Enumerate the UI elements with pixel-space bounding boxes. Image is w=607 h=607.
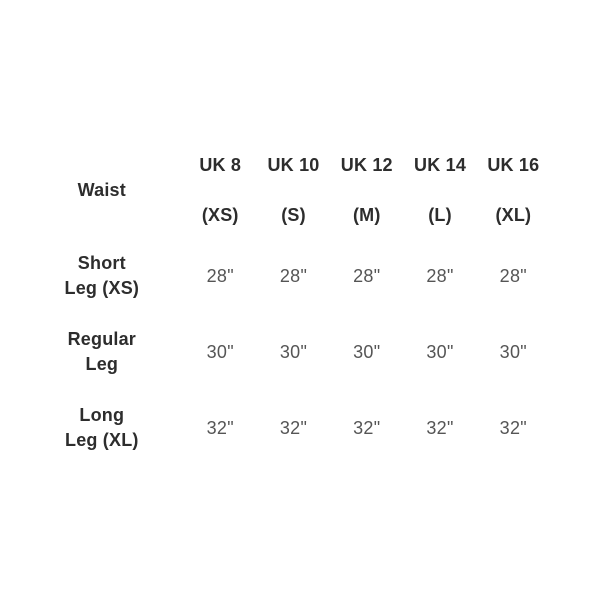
- row-label-line: Regular: [67, 329, 137, 349]
- column-size-label: UK 16: [487, 155, 540, 175]
- column-header-uk16: [477, 143, 550, 238]
- column-alpha-label: (XL): [495, 205, 532, 225]
- measurement-value: 32": [353, 417, 381, 438]
- column-size-label: UK 8: [199, 155, 242, 175]
- row-label-line: Leg: [85, 354, 119, 374]
- column-alpha-label: (L): [428, 205, 452, 225]
- measurement-value: 32": [426, 417, 454, 438]
- column-alpha-label: (XS): [201, 205, 239, 225]
- column-alpha-label: (S): [281, 205, 306, 225]
- column-alpha-label: (M): [352, 205, 381, 225]
- measurement-value: 30": [499, 341, 527, 362]
- measurement-value: 30": [426, 341, 454, 362]
- measurement-value: 28": [279, 265, 308, 286]
- column-header-uk14: [403, 143, 476, 238]
- measurement-value: 28": [426, 265, 454, 286]
- column-header-uk12: [330, 143, 403, 238]
- measurement-value: 28": [206, 265, 234, 286]
- row-label-long-leg: [20, 390, 184, 466]
- row-label-waist: Waist: [77, 180, 126, 200]
- size-chart-header-row: [20, 143, 550, 238]
- table-row-long-leg: [20, 390, 550, 466]
- column-size-label: UK 10: [267, 155, 320, 175]
- row-label-line: Leg (XS): [64, 278, 140, 298]
- row-label-line: Leg (XL): [65, 430, 139, 450]
- measurement-value: 32": [499, 417, 527, 438]
- size-chart-table: [20, 143, 550, 466]
- measurement-value: 30": [206, 341, 234, 362]
- measurement-value: 30": [279, 341, 308, 362]
- measurement-value: 32": [279, 417, 308, 438]
- measurement-value: 28": [353, 265, 381, 286]
- measurement-value: 28": [499, 265, 527, 286]
- measurement-value: 32": [206, 417, 234, 438]
- measurement-value: 30": [353, 341, 381, 362]
- row-label-line: Short: [77, 253, 126, 273]
- column-size-label: UK 14: [414, 155, 467, 175]
- table-row-short-leg: [20, 238, 550, 314]
- column-header-uk10: [257, 143, 330, 238]
- table-row-regular-leg: [20, 314, 550, 390]
- column-header-uk8: [184, 143, 257, 238]
- row-label-line: Long: [79, 405, 125, 425]
- row-label-short-leg: [20, 238, 184, 314]
- column-size-label: UK 12: [340, 155, 393, 175]
- row-label-regular-leg: [20, 314, 184, 390]
